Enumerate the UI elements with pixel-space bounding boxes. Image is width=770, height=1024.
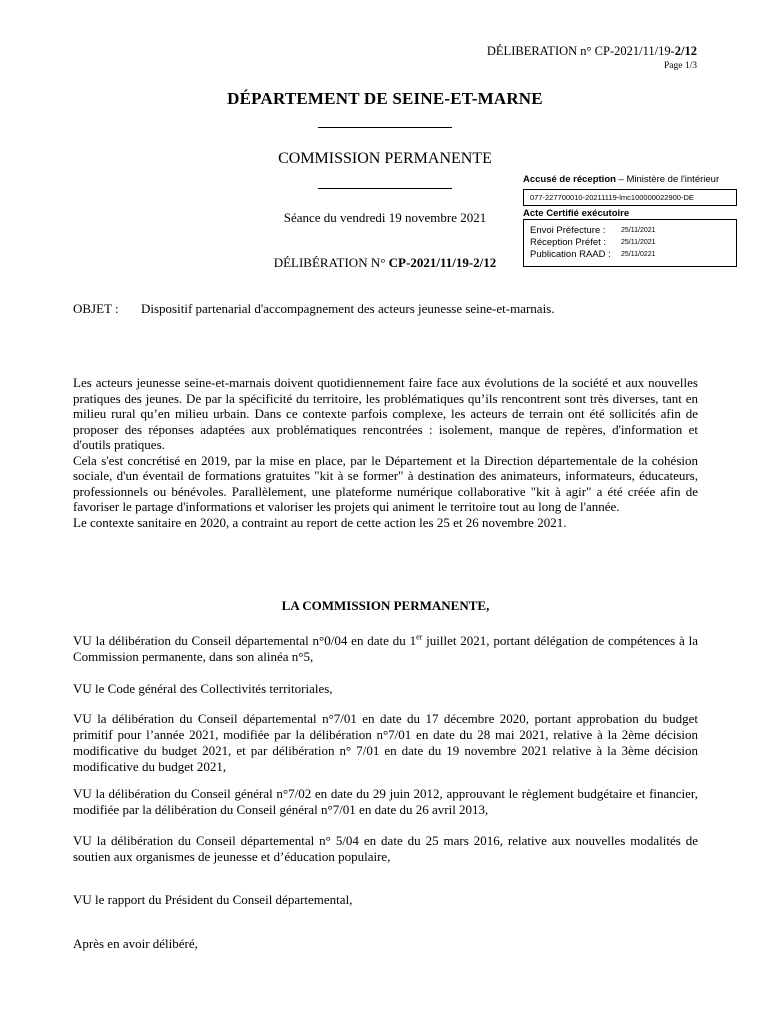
vu-clause: VU le rapport du Président du Conseil départemental,: [73, 892, 353, 907]
accuse-reception-title: [523, 174, 719, 185]
page-number: Page 1/3: [664, 61, 697, 71]
reception-prefet-label: Réception Préfet :: [530, 237, 607, 248]
vu-clause: VU la délibération du Conseil départemental n°7/01 en date du 17 décembre 2020, portant approbation du budget primitif pour l’année 2021, modifiée par la délibération n°7/01 en date du 28 mai 2021, relative à la 2ème décision modificative du budget 2021, et par délibération n° 7/01 en date du 19 novembre 2021 relative à la 3ème décision modificative du budget 2021,: [73, 711, 698, 774]
objet-text: Dispositif partenarial d'accompagnement des acteurs jeunesse seine-et-marnais.: [141, 301, 555, 316]
reference-prefix: DÉLIBERATION n° CP-2021/11/19-: [486, 44, 675, 58]
acte-certifie-title: Acte Certifié exécutoire: [523, 208, 630, 219]
reference-number: 2/12: [674, 44, 697, 58]
intro-paragraph: Cela s'est concrétisé en 2019, par la mise en place, par le Département et la Direction départementale de la cohésion sociale, d'un éventail de formations gratuites "kit à se former" à destination des animateurs, informateurs, éducateurs, professionnels ou bénévoles. Parallèlement, une plateforme numérique collaborative "kit à agir" a été créée afin de favoriser le partage d'informations et valoriser les projets qui animent le territoire tout au long de l'année.: [73, 452, 698, 514]
title-divider: [318, 127, 452, 128]
deliberation-number: CP-2021/11/19-2/12: [388, 255, 497, 270]
accuse-id-box: [523, 189, 737, 206]
vu-clause: VU la délibération du Conseil départemental n° 5/04 en date du 25 mars 2016, relative aux nouvelles modalités de soutien aux organismes de jeunesse et d’éducation populaire,: [73, 833, 698, 864]
department-title: DÉPARTEMENT DE SEINE-ET-MARNE: [227, 89, 543, 108]
objet-label: OBJET :: [73, 301, 119, 316]
vu-clause: VU le Code général des Collectivités territoriales,: [73, 681, 333, 696]
envoi-prefecture-label: Envoi Préfecture :: [530, 225, 606, 236]
envoi-prefecture-date: 25/11/2021: [621, 227, 656, 234]
intro-text: [73, 375, 698, 530]
commission-heading: LA COMMISSION PERMANENTE,: [281, 598, 490, 613]
publication-raad-label: Publication RAAD :: [530, 249, 611, 260]
ordinal-superscript: er: [416, 632, 423, 642]
vu-clause-part: VU la délibération du Conseil départemental n°0/04 en date du 1: [73, 633, 417, 648]
vu-clause-part: juillet 2021, portant délégation de compétences à la Commission permanente, dans son alinéa n°5,: [73, 633, 698, 664]
deliberation-reference: [487, 44, 697, 59]
vu-clause: [73, 633, 698, 665]
intro-paragraph: Le contexte sanitaire en 2020, a contraint au report de cette action les 25 et 26 novembre 2021.: [73, 514, 567, 530]
accuse-reception-bold: Accusé de réception: [523, 174, 616, 185]
deliberation-prefix: DÉLIBÉRATION N°: [273, 255, 389, 270]
accuse-reception-ministry: – Ministère de l'intérieur: [615, 174, 720, 185]
acte-dates-box: [523, 219, 737, 267]
intro-paragraph: Les acteurs jeunesse seine-et-marnais doivent quotidiennement faire face aux évolutions de la société et aux nouvelles pratiques des jeunes. De par la spécificité du territoire, les problématiques qu’ils rencontrent sont très diverses, tant en milieu rural qu’en milieu urbain. Dans ce contexte parfois complexe, les acteurs de terrain ont été sollicités afin de proposer des réponses adaptées aux problématiques rencontrées : isolement, manque de repères, d'information et d'outils pratiques.: [73, 375, 698, 452]
reception-prefet-date: 25/11/2021: [621, 239, 656, 246]
seance-date: Séance du vendredi 19 novembre 2021: [283, 210, 487, 225]
vu-clause: VU la délibération du Conseil général n°7/02 en date du 29 juin 2012, approuvant le règlement budgétaire et financier, modifiée par la délibération du Conseil général n°7/01 en date du 26 avril 2013,: [73, 786, 698, 817]
accuse-id: 077-227700010-20211119-lmc100000022900-DE: [530, 193, 694, 202]
commission-title: COMMISSION PERMANENTE: [278, 150, 492, 167]
apres-deliberation: Après en avoir délibéré,: [73, 936, 198, 951]
commission-divider: [318, 188, 452, 189]
publication-raad-date: 25/11/0221: [621, 251, 656, 258]
